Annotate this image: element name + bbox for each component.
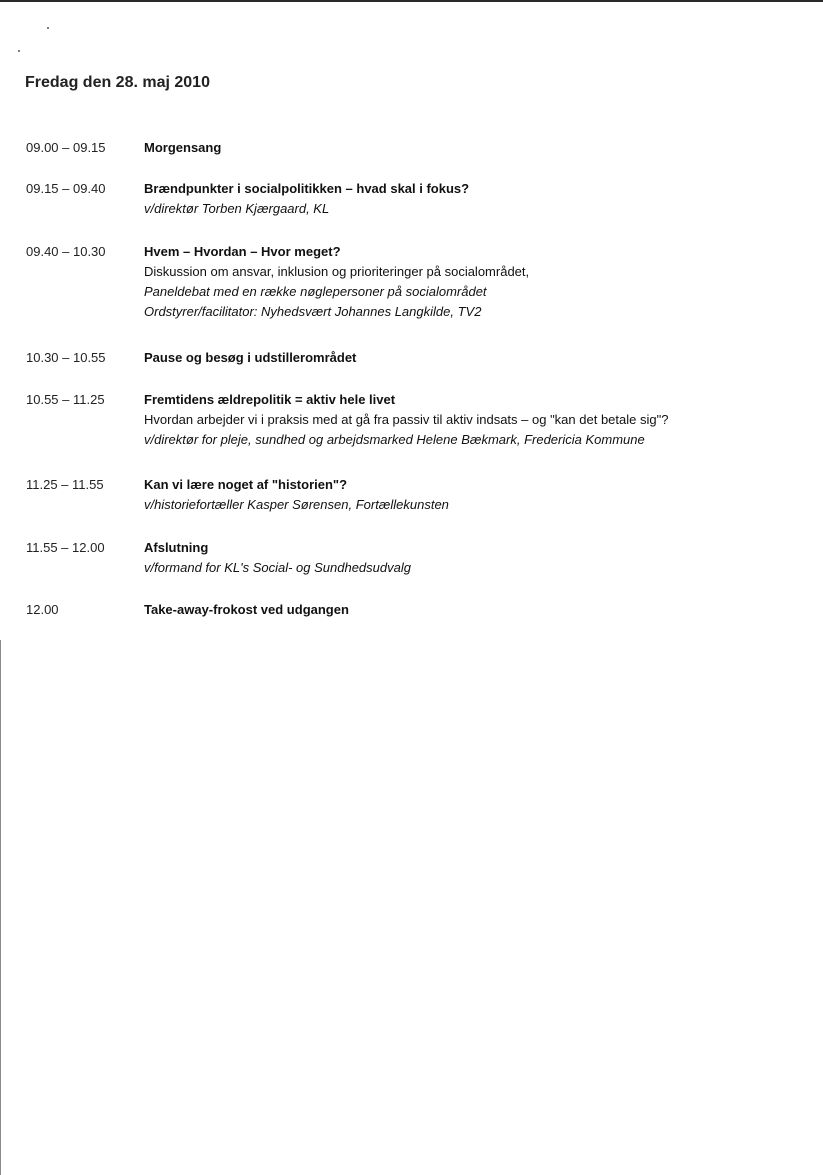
scan-speck: [47, 27, 49, 29]
program-title: Brændpunkter i socialpolitikken – hvad skal i fokus?: [144, 181, 470, 196]
program-content: [144, 390, 819, 450]
program-title: Pause og besøg i udstillerområdet: [144, 350, 357, 365]
program-description: Paneldebat med en række nøglepersoner på socialområdet: [144, 284, 487, 299]
program-title: Take-away-frokost ved udgangen: [144, 602, 349, 617]
scan-speck: [18, 50, 20, 52]
program-speaker: v/historiefortæller Kasper Sørensen, Fortællekunsten: [144, 497, 449, 512]
page-top-edge: [0, 0, 823, 2]
program-time: 09.00 – 09.15: [26, 140, 106, 155]
program-content: [144, 538, 819, 578]
program-time: 12.00: [26, 602, 59, 617]
program-description: Hvordan arbejder vi i praksis med at gå fra passiv til aktiv indsats – og "kan det betale sig"?: [144, 412, 669, 427]
program-speaker: v/formand for KL's Social- og Sundhedsudvalg: [144, 560, 411, 575]
program-time: 10.30 – 10.55: [26, 350, 106, 365]
program-time: 09.15 – 09.40: [26, 181, 106, 196]
program-speaker: v/direktør for pleje, sundhed og arbejdsmarked Helene Bækmark, Fredericia Kommune: [144, 432, 645, 447]
program-title: Morgensang: [144, 140, 222, 155]
program-time: 11.25 – 11.55: [26, 477, 104, 492]
program-title: Kan vi lære noget af "historien"?: [144, 477, 348, 492]
program-content: [144, 600, 819, 620]
program-title: Fremtidens ældrepolitik = aktiv hele livet: [144, 392, 396, 407]
program-title: Afslutning: [144, 540, 209, 555]
program-content: [144, 475, 819, 515]
page-left-edge: [0, 640, 1, 1175]
program-title: Hvem – Hvordan – Hvor meget?: [144, 244, 341, 259]
program-content: [144, 242, 819, 322]
program-speaker: v/direktør Torben Kjærgaard, KL: [144, 201, 330, 216]
program-content: [144, 179, 819, 219]
program-content: [144, 138, 819, 158]
program-time: 10.55 – 11.25: [26, 392, 105, 407]
program-description: Diskussion om ansvar, inklusion og prioriteringer på socialområdet,: [144, 264, 530, 279]
program-time: 09.40 – 10.30: [26, 244, 106, 259]
program-time: 11.55 – 12.00: [26, 540, 105, 555]
program-content: [144, 348, 819, 368]
program-moderator: Ordstyrer/facilitator: Nyhedsvært Johannes Langkilde, TV2: [144, 304, 482, 319]
page-title: Fredag den 28. maj 2010: [25, 74, 210, 91]
